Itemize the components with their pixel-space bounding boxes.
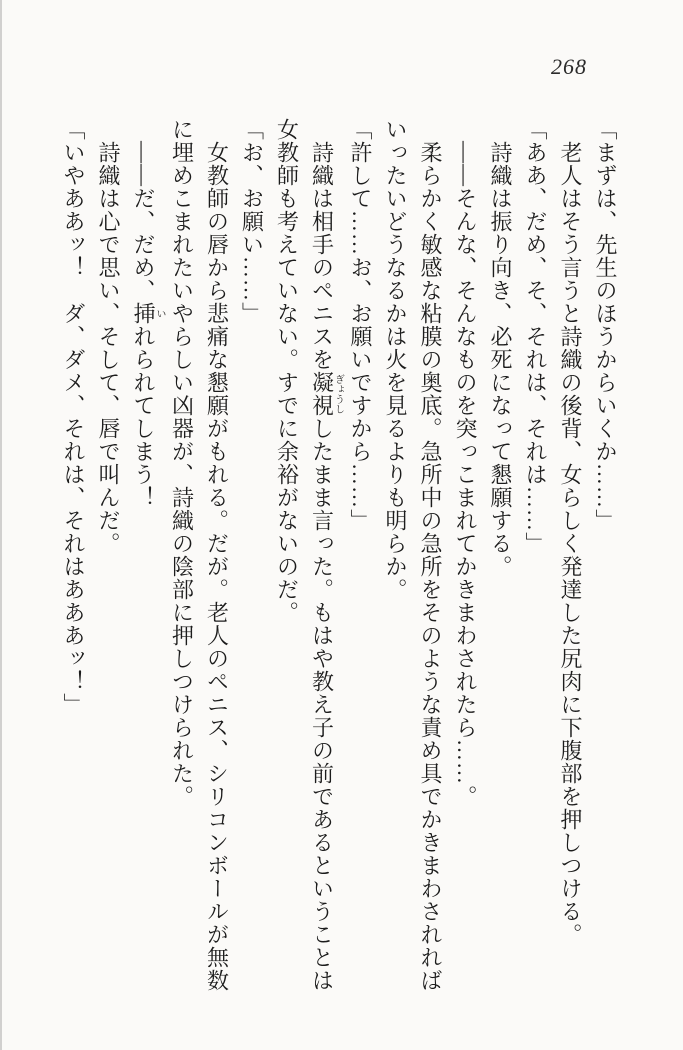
- text-line: ――だ、だめ、挿いれられてしまう！: [131, 141, 165, 509]
- text-line: 女教師も考えていない。すでに余裕がないのだ。: [274, 118, 300, 624]
- ruby-annotated-word: 凝視ぎょうし: [309, 371, 344, 417]
- text-line: 「お、お願い……」: [239, 118, 265, 325]
- page-number: 268: [551, 54, 587, 79]
- text-line: 老人はそう言うと詩織の後背、女らしく発達した尻肉に下腹部を押しつける。: [558, 141, 583, 946]
- text-line: 柔らかく敏感な粘膜の奥底。急所中の急所をそのような責め具でかきまわされれば: [418, 141, 443, 992]
- text-line: 詩織は振り向き、必死になって懇願する。: [488, 141, 513, 578]
- page-gutter-edge: [0, 0, 2, 1050]
- text-line: に埋めこまれたいやらしい凶器が、詩織の陰部に押しつけられた。: [169, 118, 195, 808]
- text-line: 「いやああッ！ ダ、ダメ、それは、それはあああッ！」: [61, 118, 86, 716]
- text-line: 「ああ、だめ、そ、それは、それは……」: [523, 118, 548, 555]
- text-line: 「許して……お、お願いですから……」: [348, 118, 373, 532]
- vertical-text-block: [61, 118, 623, 1000]
- text-line: 女教師の唇から悲痛な懇願がもれる。だが。老人のペニス、シリコンボールが無数: [204, 141, 230, 992]
- text-line: 詩織は相手のペニスを凝視ぎょうししたまま言った。もはや教え子の前であるということは: [309, 141, 344, 992]
- text-line: ――そんな、そんなものを突っこまれてかきまわされたら……。: [453, 141, 478, 808]
- text-line: 詩織は心で思い、そして、唇で叫んだ。: [96, 141, 121, 555]
- text-line: いったいどうなるかは火を見るよりも明らか。: [383, 118, 408, 601]
- ruby-annotated-word: 挿い: [131, 302, 165, 325]
- text-line: 「まずは、先生のほうからいくか……」: [593, 118, 618, 532]
